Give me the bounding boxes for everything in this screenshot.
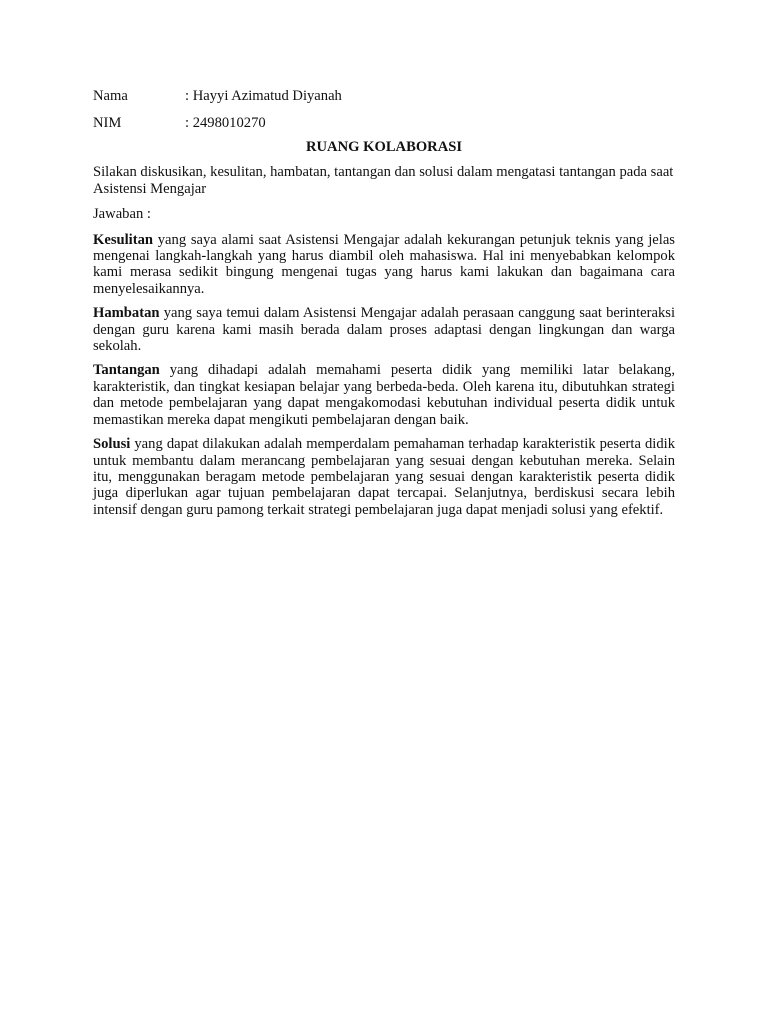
text-tantangan: yang dihadapi adalah memahami peserta didik yang memiliki latar belakang, karakteristik, dan tingkat kesiapan belajar yang berbeda-beda. Oleh karena itu, dibutuhkan strategi dan metode pembelajaran yang dapat mengakomodasi kebutuhan individual peserta didik untuk memastikan mereka dapat mengikuti pembelajaran dengan baik. [93, 362, 675, 428]
prompt-text: Silakan diskusikan, kesulitan, hambatan, tantangan dan solusi dalam mengatasi tantangan pada saat Asistensi Mengajar [93, 164, 680, 197]
name-label: Nama [93, 87, 128, 104]
term-solusi: Solusi [93, 436, 131, 453]
paragraph-tantangan [93, 362, 675, 428]
nim-label: NIM [93, 114, 122, 131]
paragraph-kesulitan [93, 232, 675, 298]
document-page [93, 86, 680, 526]
paragraph-solusi [93, 436, 675, 518]
text-hambatan: yang saya temui dalam Asistensi Mengajar adalah perasaan canggung saat berinteraksi dengan guru karena kami masih berada dalam proses adaptasi dengan lingkungan dan warga sekolah. [93, 305, 675, 355]
term-hambatan: Hambatan [93, 305, 160, 322]
nim-value: : 2498010270 [185, 114, 266, 131]
paragraph-hambatan [93, 305, 675, 354]
text-kesulitan: yang saya alami saat Asistensi Mengajar adalah kekurangan petunjuk teknis yang jelas mengenai langkah-langkah yang harus diambil oleh mahasiswa. Hal ini menyebabkan kelompok kami merasa sedikit bingung mengenai tugas yang harus kami lakukan dan bagaimana cara menyelesaikannya. [93, 231, 675, 297]
document-title: RUANG KOLABORASI [305, 139, 463, 155]
text-solusi: yang dapat dilakukan adalah memperdalam pemahaman terhadap karakteristik peserta didik untuk membantu dalam merancang pembelajaran yang sesuai dengan kebutuhan mereka. Selain itu, menggunakan beragam metode pembelajaran yang sesuai dengan karakteristik peserta didik juga diperlukan agar tujuan pembelajaran dapat tercapai. Selanjutnya, berdiskusi secara lebih intensif dengan guru pamong terkait strategi pembelajaran juga dapat menjadi solusi yang efektif. [93, 436, 675, 518]
nim-row [93, 113, 675, 133]
term-tantangan: Tantangan [93, 362, 160, 379]
name-value: : Hayyi Azimatud Diyanah [185, 87, 342, 104]
name-row [93, 86, 675, 106]
answer-label: Jawaban : [93, 206, 151, 223]
term-kesulitan: Kesulitan [93, 231, 154, 248]
